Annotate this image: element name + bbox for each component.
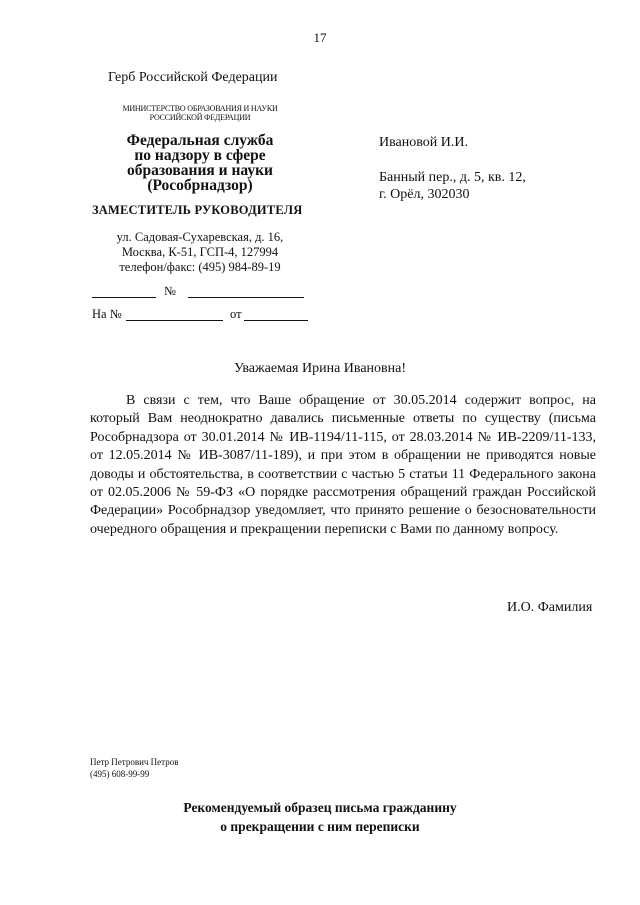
- service-line-1: Федеральная служба: [126, 132, 274, 149]
- service-line-2: по надзору в сфере: [134, 147, 266, 164]
- sender-address-line-2: Москва, К-51, ГСП-4, 127994: [121, 245, 279, 259]
- number-sign: №: [164, 284, 176, 298]
- number-blank-line: [188, 297, 304, 298]
- reply-from-label: от: [230, 307, 242, 321]
- letter-body: [90, 392, 596, 539]
- executor-phone: (495) 608-99-99: [90, 769, 150, 779]
- ministry-line-2: РОССИЙСКОЙ ФЕДЕРАЦИИ: [149, 113, 251, 122]
- caption-line-2: о прекращении с ним переписки: [220, 819, 420, 834]
- sender-address: [100, 230, 300, 275]
- recipient-address-line-2: г. Орёл, 302030: [379, 187, 470, 202]
- ministry-name: [100, 104, 300, 122]
- caption-line-1: Рекомендуемый образец письма гражданину: [183, 800, 457, 815]
- reply-number-blank-line: [126, 320, 223, 321]
- service-line-3: образования и науки: [127, 162, 273, 179]
- reply-date-blank-line: [244, 320, 308, 321]
- signature-name: И.О. Фамилия: [507, 600, 593, 615]
- date-blank-line: [92, 297, 156, 298]
- service-name: [100, 133, 300, 193]
- document-caption: [0, 798, 640, 836]
- recipient-address-line-1: Банный пер., д. 5, кв. 12,: [379, 170, 526, 185]
- coat-of-arms-label: Герб Российской Федерации: [108, 70, 278, 85]
- reply-to-label: На №: [92, 307, 122, 321]
- service-line-4: (Рособрнадзор): [147, 177, 253, 194]
- executor-name: Петр Петрович Петров: [90, 757, 179, 767]
- recipient-name: Ивановой И.И.: [379, 135, 468, 150]
- page-number: 17: [313, 30, 327, 45]
- position-title: ЗАМЕСТИТЕЛЬ РУКОВОДИТЕЛЯ: [92, 203, 303, 217]
- greeting: Уважаемая Ирина Ивановна!: [233, 361, 407, 376]
- ministry-line-1: МИНИСТЕРСТВО ОБРАЗОВАНИЯ И НАУКИ: [122, 104, 278, 113]
- sender-address-line-1: ул. Садовая-Сухаревская, д. 16,: [116, 230, 284, 244]
- sender-address-line-3: телефон/факс: (495) 984-89-19: [119, 260, 281, 274]
- letter-paragraph: В связи с тем, что Ваше обращение от 30.05.2014 содержит вопрос, на который Вам неоднократно давались письменные ответы по существу (письма Рособрнадзора от 30.01.2014 № ИВ-1194/11-115, от 28.03.2014 № ИВ-2209/11-133, от 12.05.2014 № ИВ-3087/11-189), и при этом в обращении не приводятся новые доводы и обстоятельства, в соответствии с частью 5 статьи 11 Федерального закона от 02.05.2006 № 59-ФЗ «О порядке рассмотрения обращений граждан Российской Федерации» Рособрнадзор уведомляет, что принято решение о безосновательности очередного обращения и прекращении переписки с Вами по данному вопросу.: [90, 393, 596, 537]
